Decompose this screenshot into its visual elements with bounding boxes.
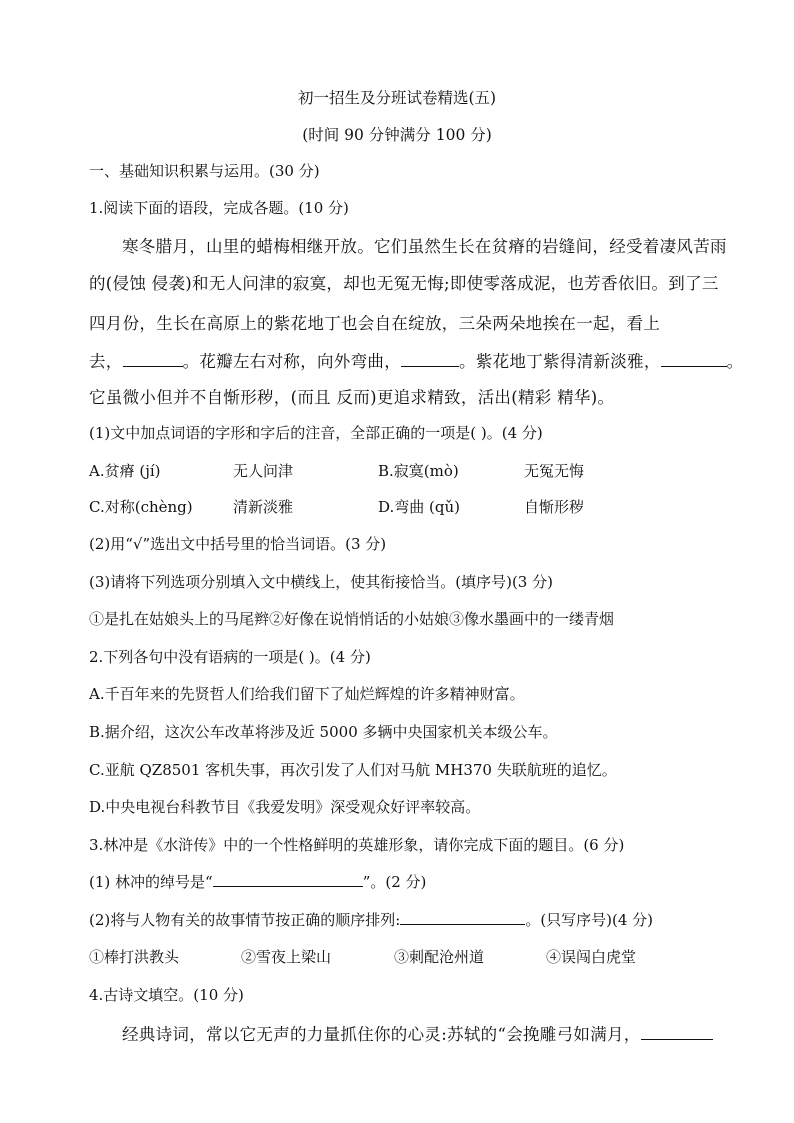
q1-paragraph-line4-part-a: 去， [89,352,123,371]
section1-heading: 一、基础知识积累与运用。(30 分) [89,162,320,180]
q1-paragraph-line4-part-c: 。紫花地丁紫得清新淡雅， [459,352,661,371]
page-subtitle: (时间 90 分钟满分 100 分) [302,126,492,144]
q1-sub3: (3)请将下列选项分别填入文中横线上，使其衔接恰当。(填序号)(3 分) [89,573,553,591]
q1-sub1-option-b-word2: 无冤无悔 [524,462,585,480]
q2-option-d: D.中央电视台科教节目《我爱发明》深受观众好评率较高。 [89,798,481,816]
q1-sub1-option-b: B.寂寞(mò) [378,462,459,480]
q1-paragraph-line2: 的(侵蚀 侵袭)和无人问津的寂寞，却也无冤无悔;即使零落成泥，也芳香依旧。到了三 [89,274,719,293]
q3-sub1-blank[interactable] [213,872,363,887]
q4-paragraph-text: 经典诗词，常以它无声的力量抓住你的心灵:苏轼的“会挽雕弓如满月， [122,1025,641,1044]
q1-blank-1[interactable] [123,352,183,367]
q1-sub1-option-c-word2: 清新淡雅 [233,498,294,516]
q1-sub1: (1)文中加点词语的字形和字后的注音，全部正确的一项是( )。(4 分) [89,424,543,442]
q3-sub2-blank[interactable] [400,910,525,925]
q1-sub1-option-d: D.弯曲 (qǔ) [378,498,460,516]
q3-sub1-suffix: ”。(2 分) [362,873,427,891]
q2-heading: 2.下列各句中没有语病的一项是( )。(4 分) [89,648,371,666]
q3-sub1 [89,871,426,892]
q3-sub2-prefix: (2)将与人物有关的故事情节按正确的顺序排列: [89,911,401,929]
q1-paragraph-line3: 四月份，生长在高原上的紫花地丁也会自在绽放，三朵两朵地挨在一起，看上 [89,314,661,333]
q1-heading: 1.阅读下面的语段，完成各题。(10 分) [89,199,349,217]
q4-blank-1[interactable] [641,1025,713,1040]
q3-option-1: ①棒打洪教头 [89,948,180,966]
q3-sub2-suffix: 。(只写序号)(4 分) [525,911,654,929]
page-title: 初一招生及分班试卷精选(五) [297,89,497,107]
q4-paragraph-line1 [122,1021,713,1045]
q1-blank-3[interactable] [661,352,727,367]
q3-option-3: ③刺配沧州道 [394,948,485,966]
q2-option-b: B.据介绍，这次公车改革将涉及近 5000 多辆中央国家机关本级公车。 [89,723,558,741]
q4-heading: 4.古诗文填空。(10 分) [89,986,244,1004]
q1-paragraph-line4-part-b: 。花瓣左右对称，向外弯曲， [182,352,402,371]
q1-paragraph-line4-part-d: 。 [726,352,744,371]
q1-blank-2[interactable] [401,352,459,367]
q1-sub1-option-a-word2: 无人问津 [233,462,294,480]
q1-sub1-option-c: C.对称(chèng) [89,498,193,516]
q1-paragraph-line1: 寒冬腊月，山里的蜡梅相继开放。它们虽然生长在贫瘠的岩缝间，经受着凄风苦雨 [122,237,727,256]
q1-sub1-option-a: A.贫瘠 (jí) [89,462,161,480]
q1-sub2: (2)用“√”选出文中括号里的恰当词语。(3 分) [89,535,387,553]
q3-heading: 3.林冲是《水浒传》中的一个性格鲜明的英雄形象，请你完成下面的题目。(6 分) [89,836,625,854]
q3-sub1-prefix: (1) 林冲的绰号是“ [89,873,213,891]
q3-option-2: ②雪夜上梁山 [241,948,332,966]
q2-option-c: C.亚航 QZ8501 客机失事，再次引发了人们对马航 MH370 失联航班的追忆。 [89,761,617,779]
q1-sub1-option-d-word2: 自惭形秽 [524,498,585,516]
q1-paragraph-line4 [89,348,743,372]
q1-sub3-options: ①是扎在姑娘头上的马尾辫②好像在说悄悄话的小姑娘③像水墨画中的一缕青烟 [89,610,615,628]
q2-option-a: A.千百年来的先贤哲人们给我们留下了灿烂辉煌的许多精神财富。 [89,685,525,703]
q3-sub2 [89,909,653,930]
q3-option-4: ④误闯白虎堂 [546,948,637,966]
q1-paragraph-line5: 它虽微小但并不自惭形秽，(而且 反而)更追求精致，活出(精彩 精华)。 [89,388,615,407]
